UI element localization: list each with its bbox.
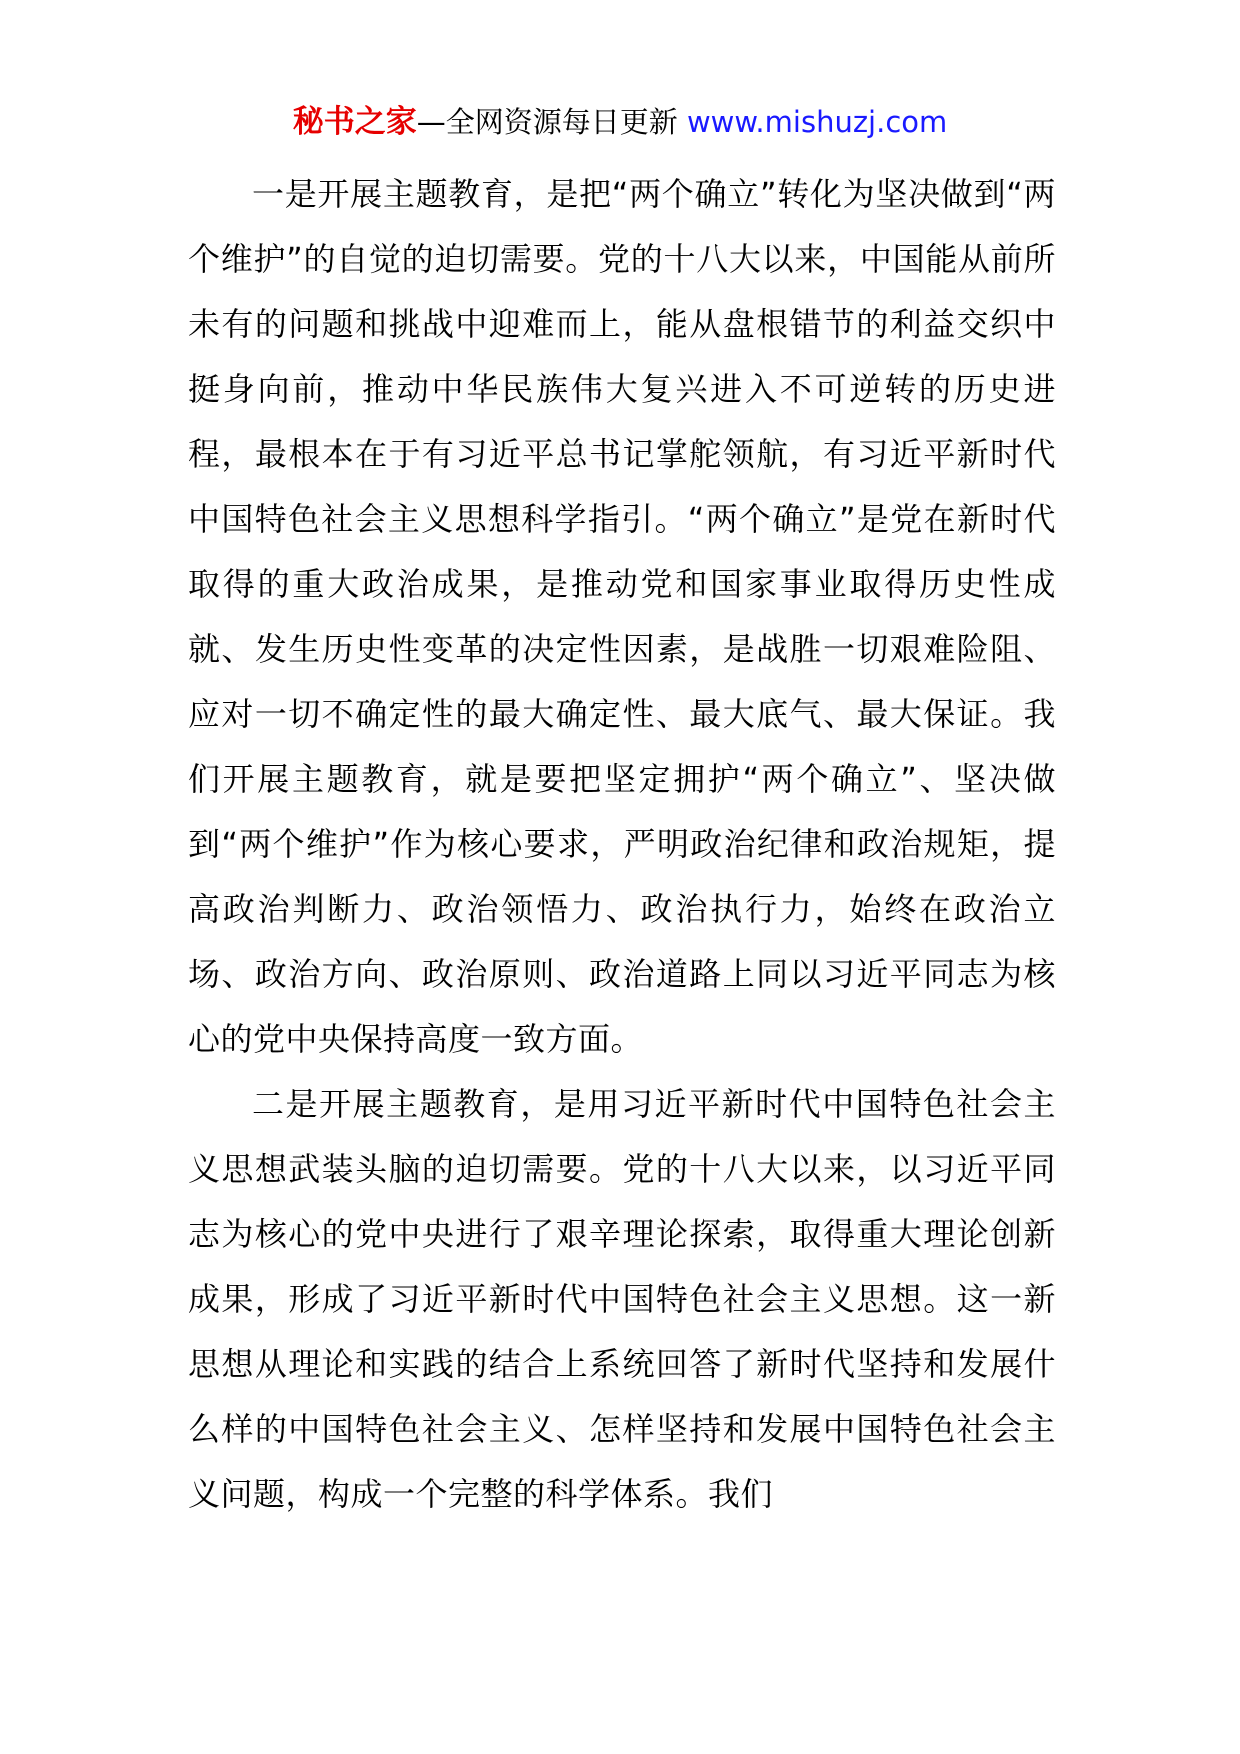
paragraph-2: 二是开展主题教育，是用习近平新时代中国特色社会主义思想武装头脑的迫切需要。党的十八大以来，以习近平同志为核心的党中央进行了艰辛理论探索，取得重大理论创新成果，形成了习近平新时代中国特色社会主义思想。这一新思想从理论和实践的结合上系统回答了新时代坚持和发展什么样的中国特色社会主义、怎样坚持和发展中国特色社会主义问题，构成一个完整的科学体系。我们	[188, 1085, 1056, 1513]
brand-name: 秘书之家	[292, 104, 417, 140]
page-header	[0, 102, 1240, 142]
website-url[interactable]: www.mishuzj.com	[686, 105, 948, 139]
header-tagline: —全网资源每日更新	[416, 105, 687, 139]
paragraph-1: 一是开展主题教育，是把“两个确立”转化为坚决做到“两个维护”的自觉的迫切需要。党的十八大以来，中国能从前所未有的问题和挑战中迎难而上，能从盘根错节的利益交织中挺身向前，推动中华民族伟大复兴进入不可逆转的历史进程，最根本在于有习近平总书记掌舵领航，有习近平新时代中国特色社会主义思想科学指引。“两个确立”是党在新时代取得的重大政治成果，是推动党和国家事业取得历史性成就、发生历史性变革的决定性因素，是战胜一切艰难险阻、应对一切不确定性的最大确定性、最大底气、最大保证。我们开展主题教育，就是要把坚定拥护“两个确立”、坚决做到“两个维护”作为核心要求，严明政治纪律和政治规矩，提高政治判断力、政治领悟力、政治执行力，始终在政治立场、政治方向、政治原则、政治道路上同以习近平同志为核心的党中央保持高度一致方面。	[188, 175, 1056, 1058]
document-body	[188, 162, 1056, 1527]
